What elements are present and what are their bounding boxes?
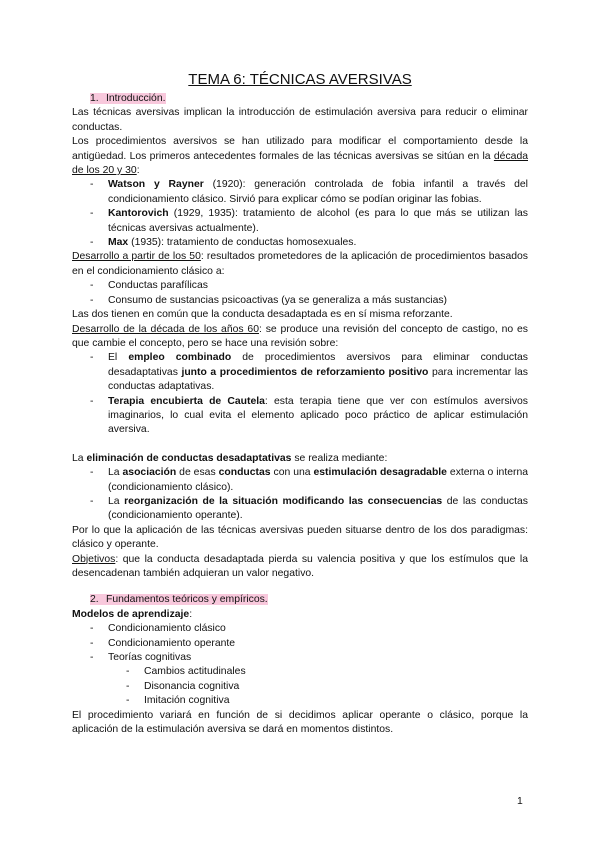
text-run: La: [108, 467, 123, 479]
list-item: [72, 466, 528, 495]
text-run: La: [72, 452, 87, 464]
list-item: - Disonancia cognitiva: [72, 680, 528, 694]
section-2-heading: [72, 593, 528, 607]
section-2-highlight: [90, 594, 268, 605]
pioneers-list: [72, 178, 528, 250]
objectives-label: Objetivos: [72, 553, 116, 565]
bold-run: eliminación de conductas desadaptativas: [86, 452, 292, 464]
list-item: - Condicionamiento clásico: [72, 622, 528, 636]
text-run: La: [108, 495, 125, 507]
history-paragraph: [72, 135, 528, 178]
spacer: [72, 581, 528, 593]
models-heading: [72, 608, 528, 622]
objectives-text: : que la conducta desadaptada pierda su valencia positiva y que los estímulos que la desencadenan también adquieran un valor negativo.: [72, 553, 528, 579]
list-item: - Condicionamiento operante: [72, 637, 528, 651]
applications-list: [72, 279, 528, 308]
decade-20-30: década de los 20 y 30: [72, 150, 528, 177]
text-run: de las conductas (condicionamiento operante).: [108, 495, 528, 522]
elimination-list: [72, 466, 528, 524]
bold-run: junto a procedimientos de reforzamiento positivo: [181, 366, 429, 378]
section-1-label: Introducción.: [106, 93, 166, 104]
list-item: [72, 395, 528, 438]
models-colon: :: [189, 608, 193, 620]
page-content: [72, 70, 528, 737]
revision-list: [72, 351, 528, 437]
page-title: TEMA 6: TÉCNICAS AVERSIVAS: [188, 71, 412, 88]
common-paragraph: Las dos tienen en común que la conducta desadaptada es en sí misma reforzante.: [72, 309, 453, 321]
development-60s-text: : se produce una revisión del concepto de castigo, no es que cambie el concepto, pero se hace una revisión sobre:: [72, 323, 528, 349]
pioneer-desc: (1929, 1935): tratamiento de alcohol (es para lo que más se utilizan las técnicas aversivas actualmente).: [108, 208, 528, 234]
development-50s-label: Desarrollo a partir de los 50: [72, 251, 201, 263]
list-item: - Conductas parafílicas: [72, 279, 528, 293]
bold-run: conductas: [218, 467, 271, 479]
development-60s-label: Desarrollo de la década de los años 60: [72, 323, 259, 335]
section-2-label: Fundamentos teóricos y empíricos.: [106, 594, 268, 606]
cognitive-theories-list: [72, 665, 528, 708]
models-label: Modelos de aprendizaje: [72, 608, 190, 620]
elimination-paragraph: [72, 452, 528, 466]
text-run: con una: [270, 467, 314, 479]
text-run: de esas: [176, 467, 219, 479]
text-run: para incrementar las conductas adaptativas.: [108, 366, 528, 393]
pioneer-desc: (1920): generación controlada de fobia infantil a través del condicionamiento clásico. Sirvió para explicar cómo se podían originar las fobias.: [108, 179, 528, 205]
development-50s-text: : resultados prometedores de la aplicación de procedimientos basados en el condicionamiento clásico a:: [72, 251, 528, 277]
development-60s-paragraph: [72, 323, 528, 352]
page-number: 1: [517, 796, 523, 807]
list-item: [72, 207, 528, 236]
list-item: [72, 236, 528, 250]
section-1-highlight: [90, 93, 166, 104]
objectives-paragraph: [72, 553, 528, 582]
list-item: - Cambios actitudinales: [72, 665, 528, 679]
text-run: se realiza mediante:: [291, 452, 388, 464]
text-run: de procedimientos aversivos para eliminar conductas desadaptativas: [108, 352, 528, 378]
list-item: [72, 178, 528, 207]
spacer: [72, 438, 528, 452]
section-2-number: 2.: [90, 594, 99, 606]
section-1-heading: [72, 92, 528, 106]
list-item: [72, 495, 528, 524]
list-item: [72, 351, 528, 394]
history-text: Los procedimientos aversivos se han utilizado para modificar el comportamiento desde la antigüedad. Los primeros antecedentes formales de las técnicas aversivas se sitúan en la: [72, 136, 528, 162]
procedure-paragraph: El procedimiento variará en función de si decidimos aplicar operante o clásico, porque la aplicación de la estimulación aversiva se dará en momentos distintos.: [72, 709, 528, 736]
paradigms-paragraph: Por lo que la aplicación de las técnicas aversivas pueden situarse dentro de los dos paradigmas: clásico y operante.: [72, 524, 528, 551]
bold-run: empleo combinado: [128, 352, 232, 364]
pioneer-name: Kantorovich: [108, 208, 169, 220]
list-item: - Imitación cognitiva: [72, 694, 528, 708]
pioneer-name: Watson y Rayner: [108, 179, 204, 191]
bold-run: asociación: [122, 467, 177, 479]
models-list: [72, 622, 528, 665]
bold-run: estimulación desagradable: [313, 467, 447, 479]
history-colon: :: [136, 165, 140, 177]
list-item: - Consumo de sustancias psicoactivas (ya se generaliza a más sustancias): [72, 294, 528, 308]
text-run: externa o interna (condicionamiento clásico).: [108, 467, 529, 493]
text-run: : esta terapia tiene que ver con estímulos aversivos imaginarios, lo cual evita el elemento aplicado poco práctico de aplicar estimulación aversiva.: [108, 395, 528, 436]
pioneer-name: Max: [108, 237, 129, 249]
bold-run: reorganización de la situación modificando las consecuencias: [124, 495, 443, 507]
pioneer-desc: (1935): tratamiento de conductas homosexuales.: [128, 237, 357, 249]
bold-run: Terapia encubierta de Cautela: [108, 395, 265, 407]
development-50s-paragraph: [72, 250, 528, 279]
text-run: El: [108, 352, 129, 364]
intro-paragraph: Las técnicas aversivas implican la introducción de estimulación aversiva para reducir o eliminar conductas.: [72, 107, 528, 133]
list-item: - Teorías cognitivas: [72, 651, 528, 665]
section-1-number: 1.: [90, 93, 99, 104]
